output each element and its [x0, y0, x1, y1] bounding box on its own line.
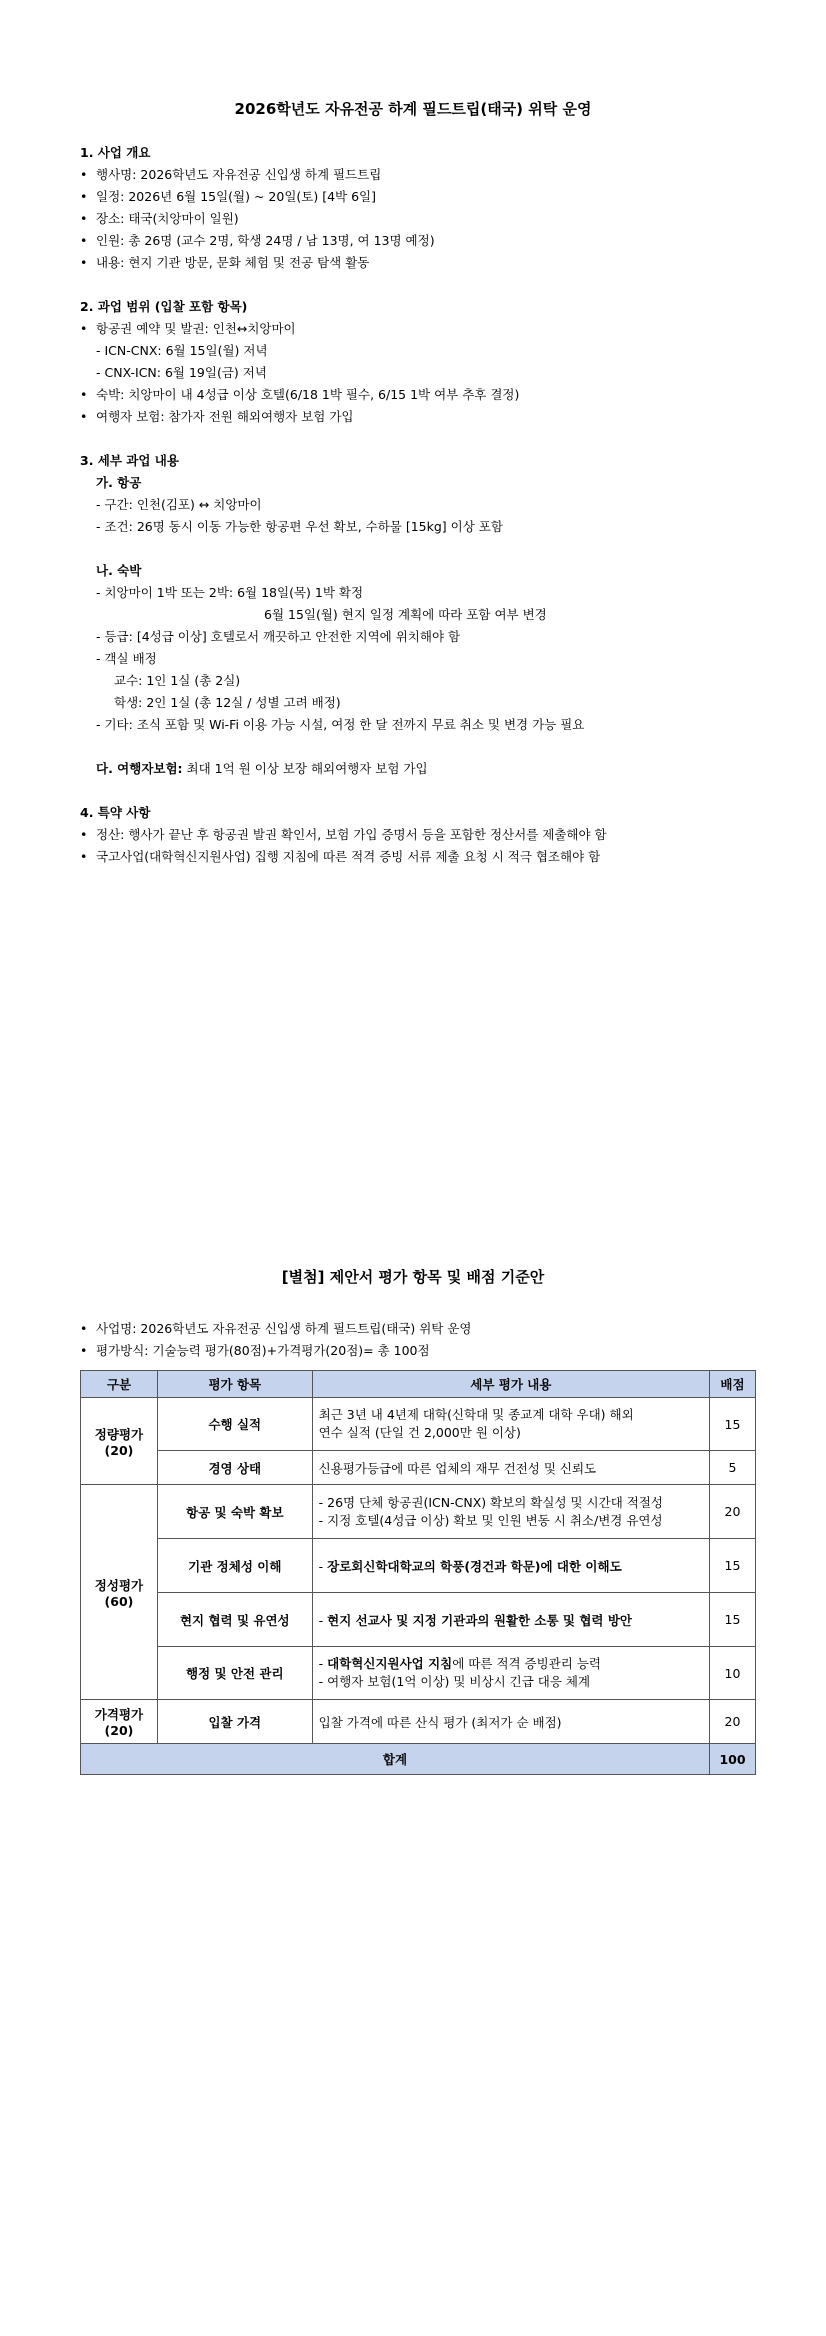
eval-item: 경영 상태	[157, 1451, 312, 1485]
section-heading: 2. 과업 범위 (입찰 포함 항목)	[80, 299, 248, 314]
header-category: 구분	[81, 1371, 158, 1398]
table-header-row	[81, 1371, 756, 1398]
list-item: • 국고사업(대학혁신지원사업) 집행 지침에 따른 적격 증빙 서류 제출 요청 시 적극 협조해야 함	[80, 846, 760, 868]
list-subitem: - ICN-CNX: 6월 15일(월) 저녁	[96, 343, 268, 358]
list-item: • 행사명: 2026학년도 자유전공 신입생 하계 필드트립	[80, 164, 760, 186]
table-total-row	[81, 1744, 756, 1775]
table-row	[81, 1398, 756, 1451]
table-row	[81, 1539, 756, 1593]
eval-detail: 신용평가등급에 따른 업체의 재무 건전성 및 신뢰도	[312, 1451, 709, 1485]
list-subitem: - 치앙마이 1박 또는 2박: 6월 18일(목) 1박 확정	[96, 585, 364, 600]
insurance-line	[80, 758, 760, 780]
eval-detail: 입찰 가격에 따른 산식 평가 (최저가 순 배점)	[312, 1700, 709, 1744]
eval-score: 5	[710, 1451, 756, 1485]
header-item: 평가 항목	[157, 1371, 312, 1398]
list-subitem: - 조건: 26명 동시 이동 가능한 항공편 우선 확보, 수하물 [15kg] 이상 포함	[96, 519, 503, 534]
list-subitem-continuation: 6월 15일(월) 현지 일정 계획에 따라 포함 여부 변경	[264, 607, 547, 622]
group-qualitative: 정성평가 (60)	[81, 1485, 158, 1700]
list-subitem: - 기타: 조식 포함 및 Wi-Fi 이용 가능 시설, 여정 한 달 전까지 무료 취소 및 변경 가능 필요	[96, 717, 585, 732]
eval-score: 15	[710, 1593, 756, 1647]
list-item: • 숙박: 치앙마이 내 4성급 이상 호텔(6/18 1박 필수, 6/15 1박 여부 추후 결정)	[80, 384, 760, 406]
list-item: • 장소: 태국(치앙마이 일원)	[80, 208, 760, 230]
group-price: 가격평가 (20)	[81, 1700, 158, 1744]
list-item: • 정산: 행사가 끝난 후 항공권 발권 확인서, 보험 가입 증명서 등을 포함한 정산서를 제출해야 함	[80, 824, 760, 846]
table-row	[81, 1700, 756, 1744]
list-item: • 인원: 총 26명 (교수 2명, 학생 24명 / 남 13명, 여 13명 예정)	[80, 230, 760, 252]
header-detail: 세부 평가 내용	[312, 1371, 709, 1398]
table-row	[81, 1451, 756, 1485]
list-item: • 사업명: 2026학년도 자유전공 신입생 하계 필드트립(태국) 위탁 운영	[80, 1318, 760, 1340]
eval-detail: - 26명 단체 항공권(ICN-CNX) 확보의 확실성 및 시간대 적절성 - 지정 호텔(4성급 이상) 확보 및 인원 변동 시 취소/변경 유연성	[312, 1485, 709, 1539]
eval-score: 10	[710, 1647, 756, 1700]
section-heading: 3. 세부 과업 내용	[80, 453, 179, 468]
subsection-heading: 가. 항공	[96, 475, 142, 490]
eval-score: 20	[710, 1700, 756, 1744]
table-row	[81, 1593, 756, 1647]
eval-score: 15	[710, 1539, 756, 1593]
list-item: • 항공권 예약 및 발권: 인천↔치앙마이	[80, 318, 760, 340]
eval-detail: 최근 3년 내 4년제 대학(신학대 및 종교계 대학 우대) 해외 연수 실적 (단일 건 2,000만 원 이상)	[312, 1398, 709, 1451]
eval-detail: - 장로회신학대학교의 학풍(경건과 학문)에 대한 이해도	[312, 1539, 709, 1593]
list-subitem: - CNX-ICN: 6월 19일(금) 저녁	[96, 365, 267, 380]
list-item: • 내용: 현지 기관 방문, 문화 체험 및 전공 탐색 활동	[80, 252, 760, 274]
eval-score: 20	[710, 1485, 756, 1539]
eval-item: 입찰 가격	[157, 1700, 312, 1744]
header-score: 배점	[710, 1371, 756, 1398]
insurance-text: 최대 1억 원 이상 보장 해외여행자 보험 가입	[182, 761, 428, 776]
eval-item: 기관 정체성 이해	[157, 1539, 312, 1593]
subsection-heading: 나. 숙박	[96, 563, 142, 578]
section-heading: 4. 특약 사항	[80, 805, 151, 820]
list-subitem: 학생: 2인 1실 (총 12실 / 성별 고려 배정)	[114, 695, 341, 710]
list-subitem: - 등급: [4성급 이상] 호텔로서 깨끗하고 안전한 지역에 위치해야 함	[96, 629, 461, 644]
eval-item: 행정 및 안전 관리	[157, 1647, 312, 1700]
document-title: 2026학년도 자유전공 하계 필드트립(태국) 위탁 운영	[234, 100, 592, 118]
annex-title: [별첨] 제안서 평가 항목 및 배점 기준안	[281, 1268, 545, 1286]
eval-detail: - 대학혁신지원사업 지침에 따른 적격 증빙관리 능력 - 여행자 보험(1억 이상) 및 비상시 긴급 대응 체계	[312, 1647, 709, 1700]
evaluation-table	[80, 1370, 756, 1775]
list-subitem: - 객실 배정	[96, 651, 157, 666]
total-label: 합계	[81, 1744, 710, 1775]
list-item: • 여행자 보험: 참가자 전원 해외여행자 보험 가입	[80, 406, 760, 428]
table-row	[81, 1485, 756, 1539]
section-overview	[80, 142, 760, 868]
list-subitem: 교수: 1인 1실 (총 2실)	[114, 673, 241, 688]
annex-bullets	[80, 1318, 760, 1362]
list-item: • 일정: 2026년 6월 15일(월) ~ 20일(토) [4박 6일]	[80, 186, 760, 208]
eval-detail: - 현지 선교사 및 지정 기관과의 원활한 소통 및 협력 방안	[312, 1593, 709, 1647]
total-score: 100	[710, 1744, 756, 1775]
eval-item: 현지 협력 및 유연성	[157, 1593, 312, 1647]
page-2	[0, 1168, 826, 2336]
section-heading: 1. 사업 개요	[80, 145, 151, 160]
table-row	[81, 1647, 756, 1700]
list-subitem: - 구간: 인천(김포) ↔ 치앙마이	[96, 497, 262, 512]
list-item: • 평가방식: 기술능력 평가(80점)+가격평가(20점)= 총 100점	[80, 1340, 760, 1362]
eval-item: 수행 실적	[157, 1398, 312, 1451]
subsection-heading: 다. 여행자보험:	[96, 761, 183, 776]
eval-item: 항공 및 숙박 확보	[157, 1485, 312, 1539]
group-quantitative: 정량평가 (20)	[81, 1398, 158, 1485]
eval-score: 15	[710, 1398, 756, 1451]
